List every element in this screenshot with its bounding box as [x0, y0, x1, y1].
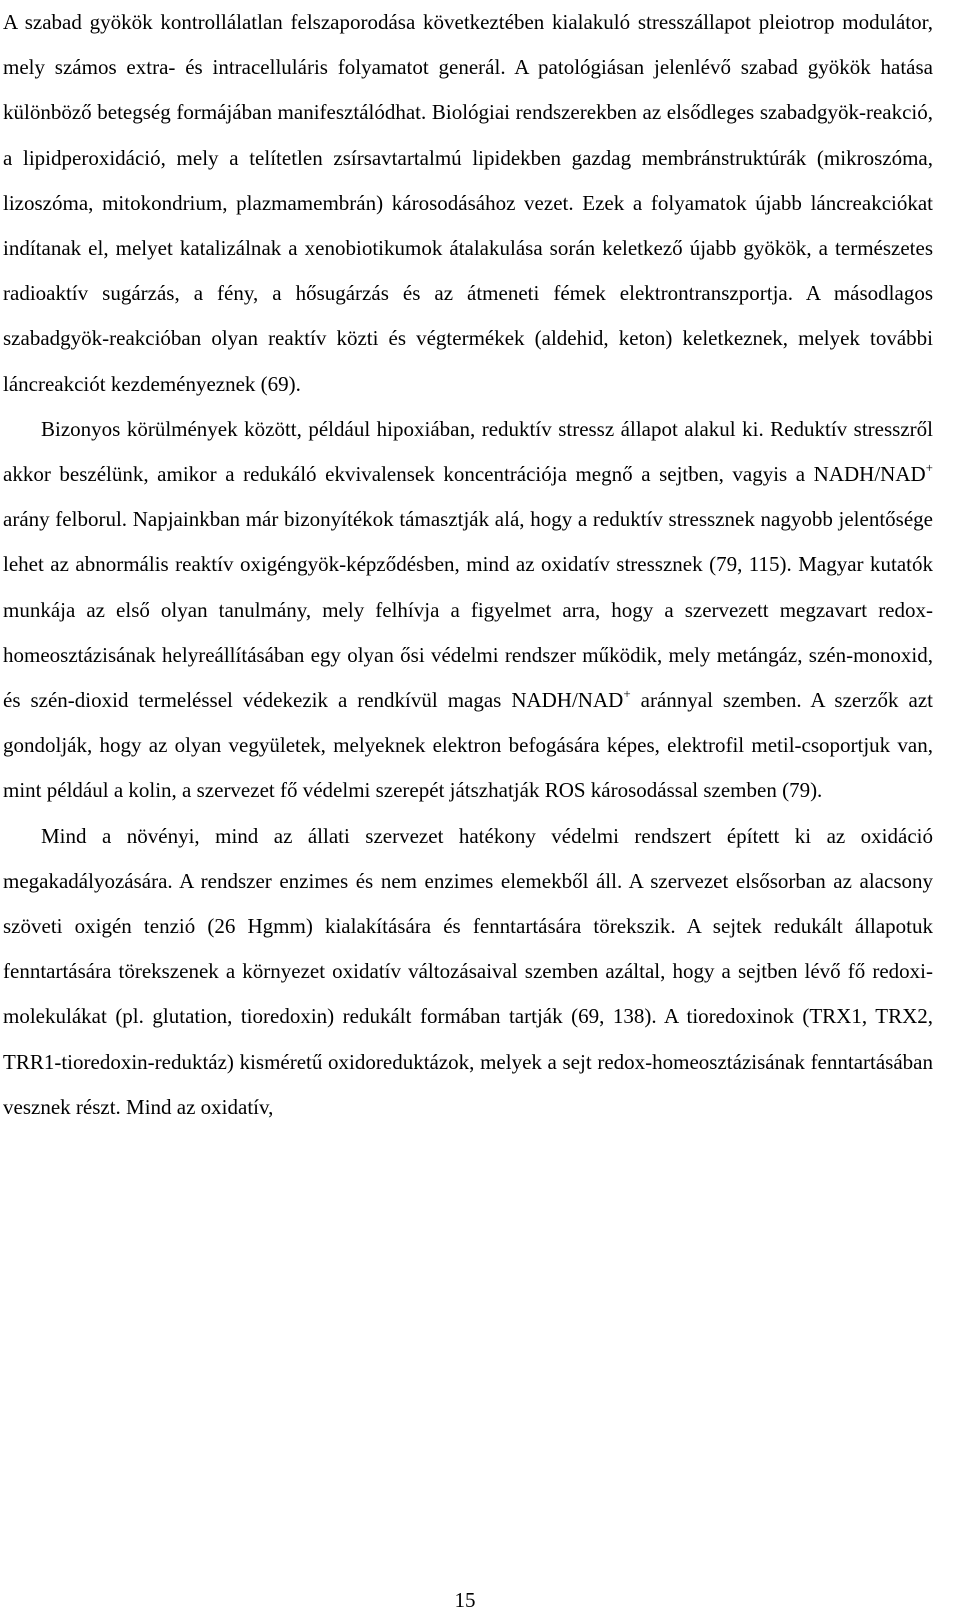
- paragraph-2-text-b: arány felborul. Napjainkban már bizonyítékok támasztják alá, hogy a reduktív stressznek nagyobb jelentősége lehet az abnormális reaktív oxigéngyök-képződésben, mind az oxidatív stressznek (79, 115). Magyar kutatók munkája az első olyan tanulmány, mely felhívja a figyelmet arra, hogy a szervezett megzavart redox-homeosztázisának helyreállításában egy olyan ősi védelmi rendszer működik, mely metángáz, szén-monoxid, és szén-dioxid termeléssel védekezik a rendkívül magas NADH/NAD: [3, 507, 933, 713]
- paragraph-2-text-a: Bizonyos körülmények között, például hipoxiában, reduktív stressz állapot alakul ki. Reduktív stresszről akkor beszélünk, amikor a redukáló ekvivalensek koncentrációja megnő a sejtben, vagyis a NADH/NAD: [3, 416, 933, 487]
- paragraph-3-text: Mind a növényi, mind az állati szervezet hatékony védelmi rendszert épített ki az oxidáció megakadályozására. A rendszer enzimes és nem enzimes elemekből áll. A szervezet elsősorban az alacsony szöveti oxigén tenzió (26 Hgmm) kialakítására és fenntartására törekszik. A sejtek redukált állapotuk fenntartására törekszenek a környezet oxidatív változásaival szemben azáltal, hogy a sejtben lévő fő redoxi-molekulákat (pl. glutation, tioredoxin) redukált formában tartják (69, 138). A tioredoxinok (TRX1, TRX2, TRR1-tioredoxin-reduktáz) kisméretű oxidoreduktázok, melyek a sejt redox-homeosztázisának fenntartásában vesznek részt. Mind az oxidatív,: [3, 823, 933, 1119]
- paragraph-1-text: A szabad gyökök kontrollálatlan felszaporodása következtében kialakuló stresszállapot pleiotrop modulátor, mely számos extra- és intracelluláris folyamatot generál. A patológiásan jelenlévő szabad gyökök hatása különböző betegség formájában manifesztálódhat. Biológiai rendszerekben az elsődleges szabadgyök-reakció, a lipidperoxidáció, mely a telítetlen zsírsavtartalmú lipidekben gazdag membránstruktúrák (mikroszóma, lizoszóma, mitokondrium, plazmamembrán) károsodásához vezet. Ezek a folyamatok újabb láncreakciókat indítanak el, melyet katalizálnak a xenobiotikumok átalakulása során keletkező újabb gyökök, a természetes radioaktív sugárzás, a fény, a hősugárzás és az átmeneti fémek elektrontranszportja. A másodlagos szabadgyök-reakcióban olyan reaktív közti és végtermékek (aldehid, keton) keletkeznek, melyek további láncreakciót kezdeményeznek (69).: [3, 10, 933, 396]
- paragraph-1: [3, 0, 933, 407]
- body-text: [3, 0, 933, 1130]
- superscript-plus: +: [623, 686, 631, 702]
- page-number: 15: [454, 1588, 476, 1612]
- superscript-plus: +: [925, 460, 933, 476]
- paragraph-2-text-c: aránnyal szemben. A szerzők azt gondolják, hogy az olyan vegyületek, melyeknek elektron befogására képes, elektrofil metil-csoportjuk van, mint például a kolin, a szervezet fő védelmi szerepét játszhatják ROS károsodással szemben (79).: [3, 688, 933, 803]
- paragraph-3: [3, 814, 933, 1130]
- paragraph-2: [3, 407, 933, 814]
